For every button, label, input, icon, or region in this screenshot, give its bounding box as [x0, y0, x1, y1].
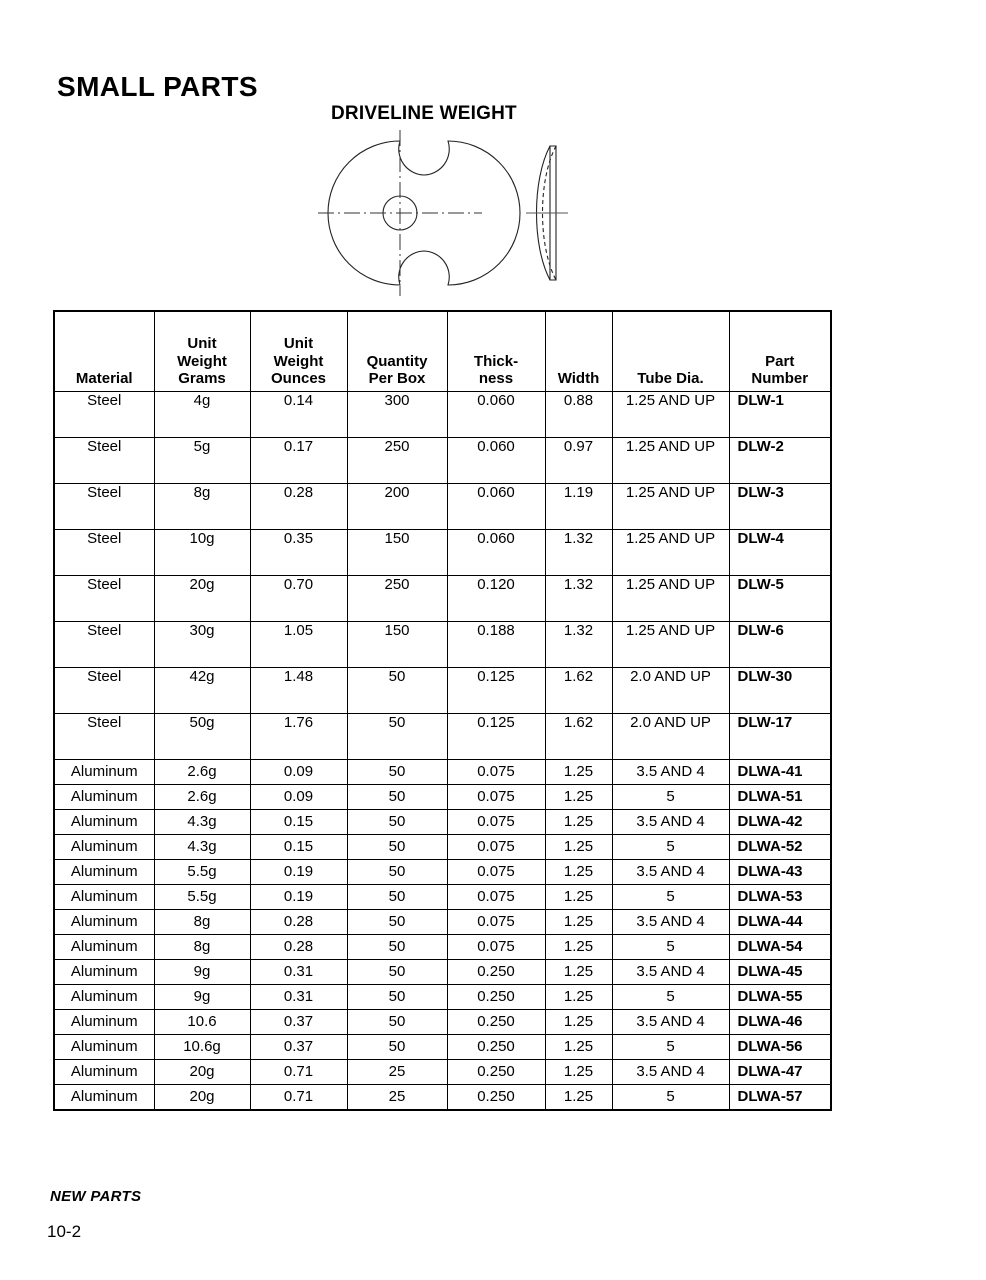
cell-width: 1.25 — [545, 785, 612, 810]
table-row — [54, 835, 831, 860]
cell-tube-dia: 3.5 AND 4 — [612, 960, 729, 985]
cell-part-number: DLWA-41 — [729, 760, 831, 785]
cell-thickness: 0.075 — [447, 835, 545, 860]
centerline-group — [318, 130, 482, 296]
cell-tube-dia: 3.5 AND 4 — [612, 1060, 729, 1085]
cell-width: 1.25 — [545, 885, 612, 910]
cell-part-number: DLW-2 — [729, 438, 831, 484]
cell-unit-weight-grams: 8g — [154, 910, 250, 935]
cell-part-number: DLW-5 — [729, 576, 831, 622]
cell-tube-dia: 1.25 AND UP — [612, 576, 729, 622]
cell-unit-weight-grams: 5.5g — [154, 885, 250, 910]
cell-unit-weight-ounces: 0.28 — [250, 935, 347, 960]
cell-material: Steel — [54, 576, 154, 622]
cell-thickness: 0.250 — [447, 1085, 545, 1111]
cell-unit-weight-ounces: 1.05 — [250, 622, 347, 668]
cell-unit-weight-grams: 20g — [154, 1085, 250, 1111]
cell-material: Aluminum — [54, 1010, 154, 1035]
cell-part-number: DLW-30 — [729, 668, 831, 714]
cell-material: Aluminum — [54, 760, 154, 785]
table-row — [54, 668, 831, 714]
cell-tube-dia: 2.0 AND UP — [612, 714, 729, 760]
cell-quantity-per-box: 50 — [347, 935, 447, 960]
driveline-weight-drawing — [300, 118, 600, 308]
table-row — [54, 810, 831, 835]
cell-width: 1.19 — [545, 484, 612, 530]
cell-material: Aluminum — [54, 960, 154, 985]
table-row — [54, 714, 831, 760]
cell-material: Aluminum — [54, 935, 154, 960]
table-header-row — [54, 311, 831, 392]
page-number: 10-2 — [47, 1222, 82, 1241]
cell-material: Aluminum — [54, 1035, 154, 1060]
cell-thickness: 0.250 — [447, 960, 545, 985]
cell-tube-dia: 3.5 AND 4 — [612, 910, 729, 935]
cell-width: 1.25 — [545, 835, 612, 860]
cell-material: Steel — [54, 668, 154, 714]
cell-tube-dia: 5 — [612, 935, 729, 960]
cell-unit-weight-ounces: 1.48 — [250, 668, 347, 714]
cell-unit-weight-grams: 10.6 — [154, 1010, 250, 1035]
cell-unit-weight-ounces: 0.37 — [250, 1010, 347, 1035]
cell-thickness: 0.250 — [447, 985, 545, 1010]
cell-thickness: 0.250 — [447, 1060, 545, 1085]
cell-quantity-per-box: 50 — [347, 810, 447, 835]
cell-part-number: DLWA-53 — [729, 885, 831, 910]
cell-thickness: 0.060 — [447, 484, 545, 530]
cell-unit-weight-grams: 4.3g — [154, 835, 250, 860]
cell-tube-dia: 1.25 AND UP — [612, 622, 729, 668]
cell-thickness: 0.120 — [447, 576, 545, 622]
cell-unit-weight-grams: 2.6g — [154, 760, 250, 785]
cell-unit-weight-ounces: 0.28 — [250, 484, 347, 530]
cell-material: Aluminum — [54, 860, 154, 885]
cell-width: 1.25 — [545, 985, 612, 1010]
cell-unit-weight-ounces: 0.28 — [250, 910, 347, 935]
cell-quantity-per-box: 25 — [347, 1085, 447, 1111]
cell-thickness: 0.125 — [447, 714, 545, 760]
cell-tube-dia: 5 — [612, 985, 729, 1010]
cell-material: Aluminum — [54, 1085, 154, 1111]
cell-material: Aluminum — [54, 985, 154, 1010]
table-row — [54, 760, 831, 785]
table-row — [54, 935, 831, 960]
cell-unit-weight-grams: 9g — [154, 960, 250, 985]
cell-part-number: DLW-4 — [729, 530, 831, 576]
table-row — [54, 576, 831, 622]
cell-part-number: DLWA-56 — [729, 1035, 831, 1060]
cell-material: Aluminum — [54, 885, 154, 910]
cell-thickness: 0.075 — [447, 860, 545, 885]
cell-unit-weight-grams: 5.5g — [154, 860, 250, 885]
cell-thickness: 0.075 — [447, 785, 545, 810]
cell-part-number: DLWA-51 — [729, 785, 831, 810]
cell-unit-weight-ounces: 0.35 — [250, 530, 347, 576]
cell-unit-weight-ounces: 0.19 — [250, 860, 347, 885]
cell-width: 1.25 — [545, 935, 612, 960]
cell-unit-weight-ounces: 0.19 — [250, 885, 347, 910]
cell-tube-dia: 1.25 AND UP — [612, 484, 729, 530]
cell-tube-dia: 3.5 AND 4 — [612, 760, 729, 785]
table-row — [54, 960, 831, 985]
cell-quantity-per-box: 50 — [347, 1035, 447, 1060]
cell-unit-weight-grams: 8g — [154, 484, 250, 530]
column-header-unit-weight-ounces: Unit Weight Ounces — [250, 311, 347, 392]
cell-part-number: DLWA-54 — [729, 935, 831, 960]
cell-unit-weight-ounces: 0.15 — [250, 835, 347, 860]
cell-tube-dia: 5 — [612, 835, 729, 860]
cell-part-number: DLWA-42 — [729, 810, 831, 835]
cell-thickness: 0.075 — [447, 910, 545, 935]
column-header-material: Material — [54, 311, 154, 392]
cell-unit-weight-ounces: 0.37 — [250, 1035, 347, 1060]
cell-width: 1.25 — [545, 860, 612, 885]
cell-thickness: 0.250 — [447, 1010, 545, 1035]
cell-part-number: DLW-1 — [729, 392, 831, 438]
cell-material: Aluminum — [54, 785, 154, 810]
cell-unit-weight-grams: 20g — [154, 1060, 250, 1085]
cell-unit-weight-grams: 10.6g — [154, 1035, 250, 1060]
cell-material: Steel — [54, 530, 154, 576]
cell-width: 1.62 — [545, 714, 612, 760]
cell-quantity-per-box: 50 — [347, 960, 447, 985]
cell-width: 1.25 — [545, 810, 612, 835]
cell-width: 1.25 — [545, 1060, 612, 1085]
cell-thickness: 0.250 — [447, 1035, 545, 1060]
cell-tube-dia: 3.5 AND 4 — [612, 860, 729, 885]
cell-unit-weight-grams: 10g — [154, 530, 250, 576]
cell-unit-weight-ounces: 0.17 — [250, 438, 347, 484]
cell-quantity-per-box: 50 — [347, 860, 447, 885]
cell-width: 1.25 — [545, 1035, 612, 1060]
column-header-tube-dia: Tube Dia. — [612, 311, 729, 392]
cell-thickness: 0.075 — [447, 810, 545, 835]
cell-quantity-per-box: 50 — [347, 985, 447, 1010]
column-header-part-number: Part Number — [729, 311, 831, 392]
cell-tube-dia: 3.5 AND 4 — [612, 1010, 729, 1035]
table-row — [54, 438, 831, 484]
cell-thickness: 0.075 — [447, 760, 545, 785]
cell-quantity-per-box: 150 — [347, 622, 447, 668]
cell-quantity-per-box: 50 — [347, 1010, 447, 1035]
cell-width: 1.32 — [545, 622, 612, 668]
cell-part-number: DLW-3 — [729, 484, 831, 530]
cell-thickness: 0.060 — [447, 438, 545, 484]
cell-unit-weight-ounces: 0.31 — [250, 985, 347, 1010]
cell-material: Aluminum — [54, 835, 154, 860]
cell-quantity-per-box: 250 — [347, 576, 447, 622]
cell-width: 1.32 — [545, 576, 612, 622]
cell-tube-dia: 3.5 AND 4 — [612, 810, 729, 835]
cell-unit-weight-ounces: 0.71 — [250, 1060, 347, 1085]
cell-quantity-per-box: 50 — [347, 668, 447, 714]
cell-part-number: DLWA-45 — [729, 960, 831, 985]
cell-quantity-per-box: 50 — [347, 835, 447, 860]
cell-material: Aluminum — [54, 810, 154, 835]
cell-unit-weight-grams: 20g — [154, 576, 250, 622]
column-header-thickness: Thick- ness — [447, 311, 545, 392]
cell-material: Steel — [54, 714, 154, 760]
cell-quantity-per-box: 50 — [347, 760, 447, 785]
cell-quantity-per-box: 50 — [347, 885, 447, 910]
driveline-weight-svg — [300, 118, 600, 308]
cell-part-number: DLWA-52 — [729, 835, 831, 860]
table-row — [54, 530, 831, 576]
cell-unit-weight-grams: 5g — [154, 438, 250, 484]
cell-unit-weight-grams: 2.6g — [154, 785, 250, 810]
column-header-quantity-per-box: Quantity Per Box — [347, 311, 447, 392]
cell-tube-dia: 1.25 AND UP — [612, 438, 729, 484]
table-row — [54, 1085, 831, 1111]
cell-tube-dia: 2.0 AND UP — [612, 668, 729, 714]
cell-width: 0.88 — [545, 392, 612, 438]
cell-width: 1.25 — [545, 760, 612, 785]
cell-width: 1.25 — [545, 1085, 612, 1111]
cell-thickness: 0.060 — [447, 530, 545, 576]
cell-quantity-per-box: 50 — [347, 714, 447, 760]
cell-tube-dia: 5 — [612, 785, 729, 810]
cell-tube-dia: 5 — [612, 885, 729, 910]
cell-unit-weight-ounces: 0.31 — [250, 960, 347, 985]
cell-part-number: DLWA-46 — [729, 1010, 831, 1035]
cell-quantity-per-box: 50 — [347, 910, 447, 935]
table-row — [54, 392, 831, 438]
cell-unit-weight-grams: 4g — [154, 392, 250, 438]
cell-part-number: DLWA-43 — [729, 860, 831, 885]
table-row — [54, 910, 831, 935]
cell-part-number: DLWA-47 — [729, 1060, 831, 1085]
cell-material: Steel — [54, 622, 154, 668]
cell-width: 1.25 — [545, 910, 612, 935]
column-header-unit-weight-grams: Unit Weight Grams — [154, 311, 250, 392]
cell-unit-weight-grams: 4.3g — [154, 810, 250, 835]
cell-quantity-per-box: 250 — [347, 438, 447, 484]
cell-width: 1.32 — [545, 530, 612, 576]
cell-material: Steel — [54, 438, 154, 484]
table-row — [54, 985, 831, 1010]
cell-material: Aluminum — [54, 910, 154, 935]
table-header — [54, 311, 831, 392]
cell-unit-weight-grams: 9g — [154, 985, 250, 1010]
cell-width: 1.25 — [545, 960, 612, 985]
cell-unit-weight-ounces: 0.09 — [250, 785, 347, 810]
cell-width: 0.97 — [545, 438, 612, 484]
cell-quantity-per-box: 25 — [347, 1060, 447, 1085]
cell-unit-weight-ounces: 1.76 — [250, 714, 347, 760]
cell-part-number: DLWA-55 — [729, 985, 831, 1010]
cell-quantity-per-box: 150 — [347, 530, 447, 576]
cell-quantity-per-box: 200 — [347, 484, 447, 530]
cell-width: 1.62 — [545, 668, 612, 714]
cell-unit-weight-ounces: 0.71 — [250, 1085, 347, 1111]
cell-quantity-per-box: 300 — [347, 392, 447, 438]
cell-unit-weight-ounces: 0.09 — [250, 760, 347, 785]
table-row — [54, 1010, 831, 1035]
cell-unit-weight-grams: 8g — [154, 935, 250, 960]
table-row — [54, 484, 831, 530]
cell-thickness: 0.075 — [447, 935, 545, 960]
cell-width: 1.25 — [545, 1010, 612, 1035]
cell-part-number: DLWA-44 — [729, 910, 831, 935]
cell-material: Steel — [54, 392, 154, 438]
cell-tube-dia: 5 — [612, 1085, 729, 1111]
cell-thickness: 0.075 — [447, 885, 545, 910]
table-row — [54, 622, 831, 668]
cell-unit-weight-ounces: 0.14 — [250, 392, 347, 438]
cell-part-number: DLW-17 — [729, 714, 831, 760]
cell-material: Steel — [54, 484, 154, 530]
cell-tube-dia: 1.25 AND UP — [612, 530, 729, 576]
table-row — [54, 860, 831, 885]
table-row — [54, 885, 831, 910]
table-row — [54, 1060, 831, 1085]
cell-tube-dia: 5 — [612, 1035, 729, 1060]
cell-unit-weight-grams: 30g — [154, 622, 250, 668]
cell-thickness: 0.060 — [447, 392, 545, 438]
cell-unit-weight-ounces: 0.15 — [250, 810, 347, 835]
cell-tube-dia: 1.25 AND UP — [612, 392, 729, 438]
cell-quantity-per-box: 50 — [347, 785, 447, 810]
cell-material: Aluminum — [54, 1060, 154, 1085]
cell-unit-weight-grams: 42g — [154, 668, 250, 714]
table-row — [54, 785, 831, 810]
cell-unit-weight-grams: 50g — [154, 714, 250, 760]
section-title: DRIVELINE WEIGHT — [331, 102, 517, 124]
table-body — [54, 392, 831, 1111]
table-row — [54, 1035, 831, 1060]
cell-part-number: DLWA-57 — [729, 1085, 831, 1111]
column-header-width: Width — [545, 311, 612, 392]
driveline-weight-spec-table — [53, 310, 832, 1111]
cell-unit-weight-ounces: 0.70 — [250, 576, 347, 622]
cell-thickness: 0.125 — [447, 668, 545, 714]
page-title: SMALL PARTS — [57, 70, 258, 102]
cell-part-number: DLW-6 — [729, 622, 831, 668]
cell-thickness: 0.188 — [447, 622, 545, 668]
footer-note: NEW PARTS — [50, 1188, 142, 1205]
